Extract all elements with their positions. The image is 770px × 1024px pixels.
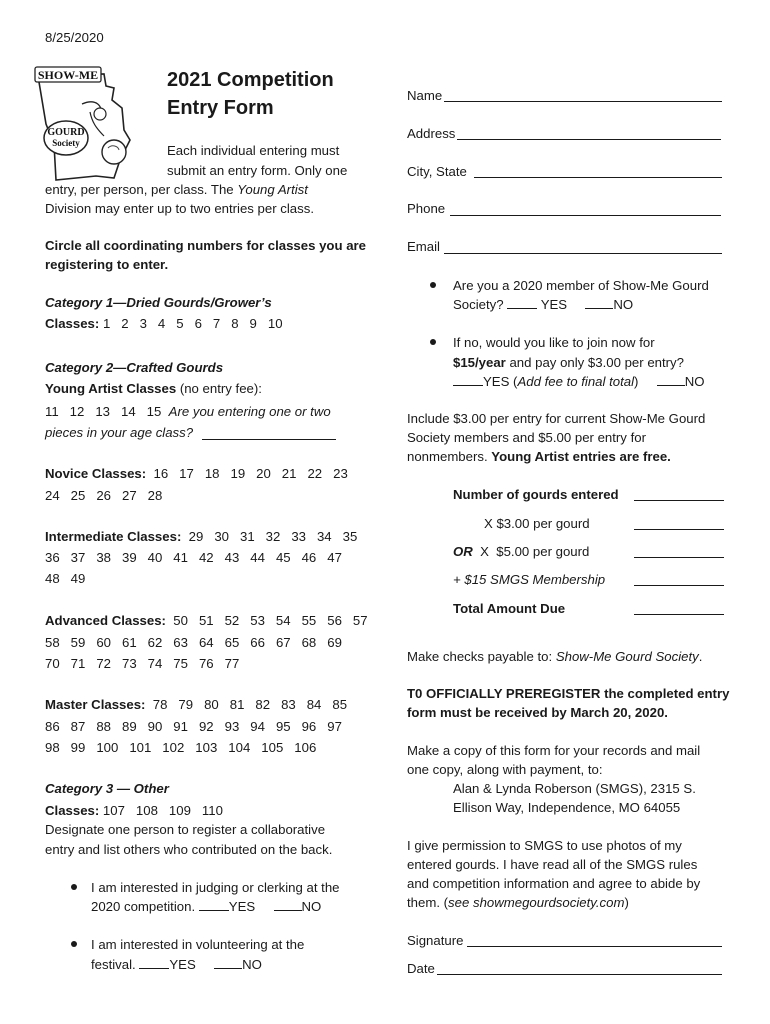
fees-line1: Include $3.00 per entry for current Show-Me Gourd <box>407 411 706 426</box>
mail-line1: Make a copy of this form for your records and mail <box>407 743 701 758</box>
membership-fee-field[interactable] <box>634 585 724 586</box>
form-title-line1: 2021 Competition <box>167 69 334 91</box>
preregister-line1: T0 OFFICIALLY PREREGISTER the completed entry <box>407 686 730 701</box>
fees-line2: Society members and $5.00 per entry for <box>407 430 646 445</box>
logo-text-gourd: GOURD <box>47 127 85 138</box>
address-label: Address <box>407 126 456 141</box>
category-3-heading: Category 3 — Other <box>45 781 169 796</box>
signature-field[interactable] <box>467 946 722 947</box>
member-question-1: Are you a 2020 member of Show-Me Gourd <box>453 278 709 293</box>
intro-line3: entry, per person, per class. The Young Artist <box>45 182 308 197</box>
total-amount-label: Total Amount Due <box>453 601 566 616</box>
phone-field[interactable] <box>450 215 721 216</box>
judging-no-blank[interactable] <box>274 899 302 911</box>
master-classes-3: 98 99 100 101 102 103 104 105 106 <box>45 740 317 755</box>
judging-interest-2: 2020 competition. YES NO <box>91 899 322 914</box>
category-3-classes: Classes: 107 108 109 110 <box>45 803 223 818</box>
young-artist-pieces-field[interactable] <box>202 439 336 440</box>
young-artist-classes: 11 12 13 14 15 Are you entering one or two <box>45 404 331 419</box>
mail-line2: one copy, along with payment, to: <box>407 762 603 777</box>
join-question-3: YES (Add fee to final total) NO <box>453 372 705 392</box>
bullet-icon <box>71 941 77 947</box>
mail-address-1: Alan & Lynda Roberson (SMGS), 2315 S. <box>453 781 696 796</box>
intro-line4: Division may enter up to two entries per class. <box>45 201 314 216</box>
volunteer-yes-blank[interactable] <box>139 957 169 969</box>
email-field[interactable] <box>444 253 722 254</box>
advanced-classes-1: Advanced Classes: 50 51 52 53 54 55 56 57 <box>45 613 368 628</box>
young-artist-question: pieces in your age class? <box>45 425 194 440</box>
preregister-line2: form must be received by March 20, 2020. <box>407 705 668 720</box>
judging-yes-blank[interactable] <box>199 899 229 911</box>
master-classes-2: 86 87 88 89 90 91 92 93 94 95 96 97 <box>45 719 342 734</box>
date-label: Date <box>407 961 435 976</box>
circle-instruction-2: registering to enter. <box>45 257 169 272</box>
permission-line3: and competition information and agree to abide by <box>407 876 701 891</box>
form-title-line2: Entry Form <box>167 97 274 119</box>
volunteer-no-blank[interactable] <box>214 957 242 969</box>
member-rate-field[interactable] <box>634 529 724 530</box>
volunteer-interest-2: festival. YES NO <box>91 957 262 972</box>
member-question-2: Society? YES NO <box>453 297 634 312</box>
bullet-icon <box>430 282 436 288</box>
novice-classes-1: Novice Classes: 16 17 18 19 20 21 22 23 <box>45 466 348 481</box>
total-amount-field[interactable] <box>634 614 724 615</box>
volunteer-interest-1: I am interested in volunteering at the <box>91 937 305 952</box>
intermediate-classes-1: Intermediate Classes: 29 30 31 32 33 34 35 <box>45 529 358 544</box>
city-state-label: City, State <box>407 164 467 179</box>
gourd-count-label: Number of gourds entered <box>453 487 619 502</box>
fees-line3: nonmembers. Young Artist entries are free. <box>407 449 671 464</box>
bullet-icon <box>430 339 436 345</box>
address-field[interactable] <box>457 139 721 140</box>
gourd-count-field[interactable] <box>634 500 724 501</box>
email-label: Email <box>407 239 440 254</box>
advanced-classes-2: 58 59 60 61 62 63 64 65 66 67 68 69 <box>45 635 342 650</box>
name-label: Name <box>407 88 443 103</box>
circle-instruction-1: Circle all coordinating numbers for classes you are <box>45 238 367 253</box>
member-no-blank[interactable] <box>585 297 613 309</box>
judging-interest-1: I am interested in judging or clerking at the <box>91 880 340 895</box>
young-artist-classes-label: Young Artist Classes (no entry fee): <box>45 381 262 396</box>
join-question-1: If no, would you like to join now for <box>453 335 655 350</box>
category-1-heading: Category 1—Dried Gourds/Grower’s <box>45 295 272 310</box>
category-1-classes: Classes: 1 2 3 4 5 6 7 8 9 10 <box>45 316 283 331</box>
join-yes-blank[interactable] <box>453 374 483 386</box>
intro-line2: submit an entry form. Only one <box>167 163 348 178</box>
logo-text-society: Society <box>52 138 80 148</box>
advanced-classes-3: 70 71 72 73 74 75 76 77 <box>45 656 240 671</box>
bullet-icon <box>71 884 77 890</box>
city-state-field[interactable] <box>474 177 722 178</box>
category-3-desc-2: entry and list others who contributed on the back. <box>45 842 333 857</box>
permission-line4: them. (see showmegourdsociety.com) <box>407 895 629 910</box>
checks-payable: Make checks payable to: Show-Me Gourd Society. <box>407 649 703 664</box>
permission-line1: I give permission to SMGS to use photos of my <box>407 838 682 853</box>
page-date: 8/25/2020 <box>45 30 104 45</box>
category-3-desc-1: Designate one person to register a collaborative <box>45 822 326 837</box>
show-me-gourd-society-logo <box>34 64 136 184</box>
permission-line2: entered gourds. I have read all of the SMGS rules <box>407 857 698 872</box>
membership-fee-label: + $15 SMGS Membership <box>453 572 606 587</box>
nonmember-rate-label: OR X $5.00 per gourd <box>453 544 590 559</box>
member-yes-blank[interactable] <box>507 297 537 309</box>
phone-label: Phone <box>407 201 446 216</box>
name-field[interactable] <box>444 101 722 102</box>
mail-address-2: Ellison Way, Independence, MO 64055 <box>453 800 681 815</box>
member-rate-label: X $3.00 per gourd <box>484 516 590 531</box>
join-no-blank[interactable] <box>657 374 685 386</box>
join-question-2: $15/year and pay only $3.00 per entry? <box>453 355 684 370</box>
category-2-heading: Category 2—Crafted Gourds <box>45 360 224 375</box>
logo-text-top: SHOW-ME <box>37 68 99 82</box>
novice-classes-2: 24 25 26 27 28 <box>45 488 163 503</box>
master-classes-1: Master Classes: 78 79 80 81 82 83 84 85 <box>45 697 348 712</box>
intermediate-classes-2: 36 37 38 39 40 41 42 43 44 45 46 47 <box>45 550 342 565</box>
intermediate-classes-3: 48 49 <box>45 571 86 586</box>
signature-label: Signature <box>407 933 464 948</box>
intro-line1: Each individual entering must <box>167 143 340 158</box>
nonmember-rate-field[interactable] <box>634 557 724 558</box>
date-field[interactable] <box>437 974 722 975</box>
